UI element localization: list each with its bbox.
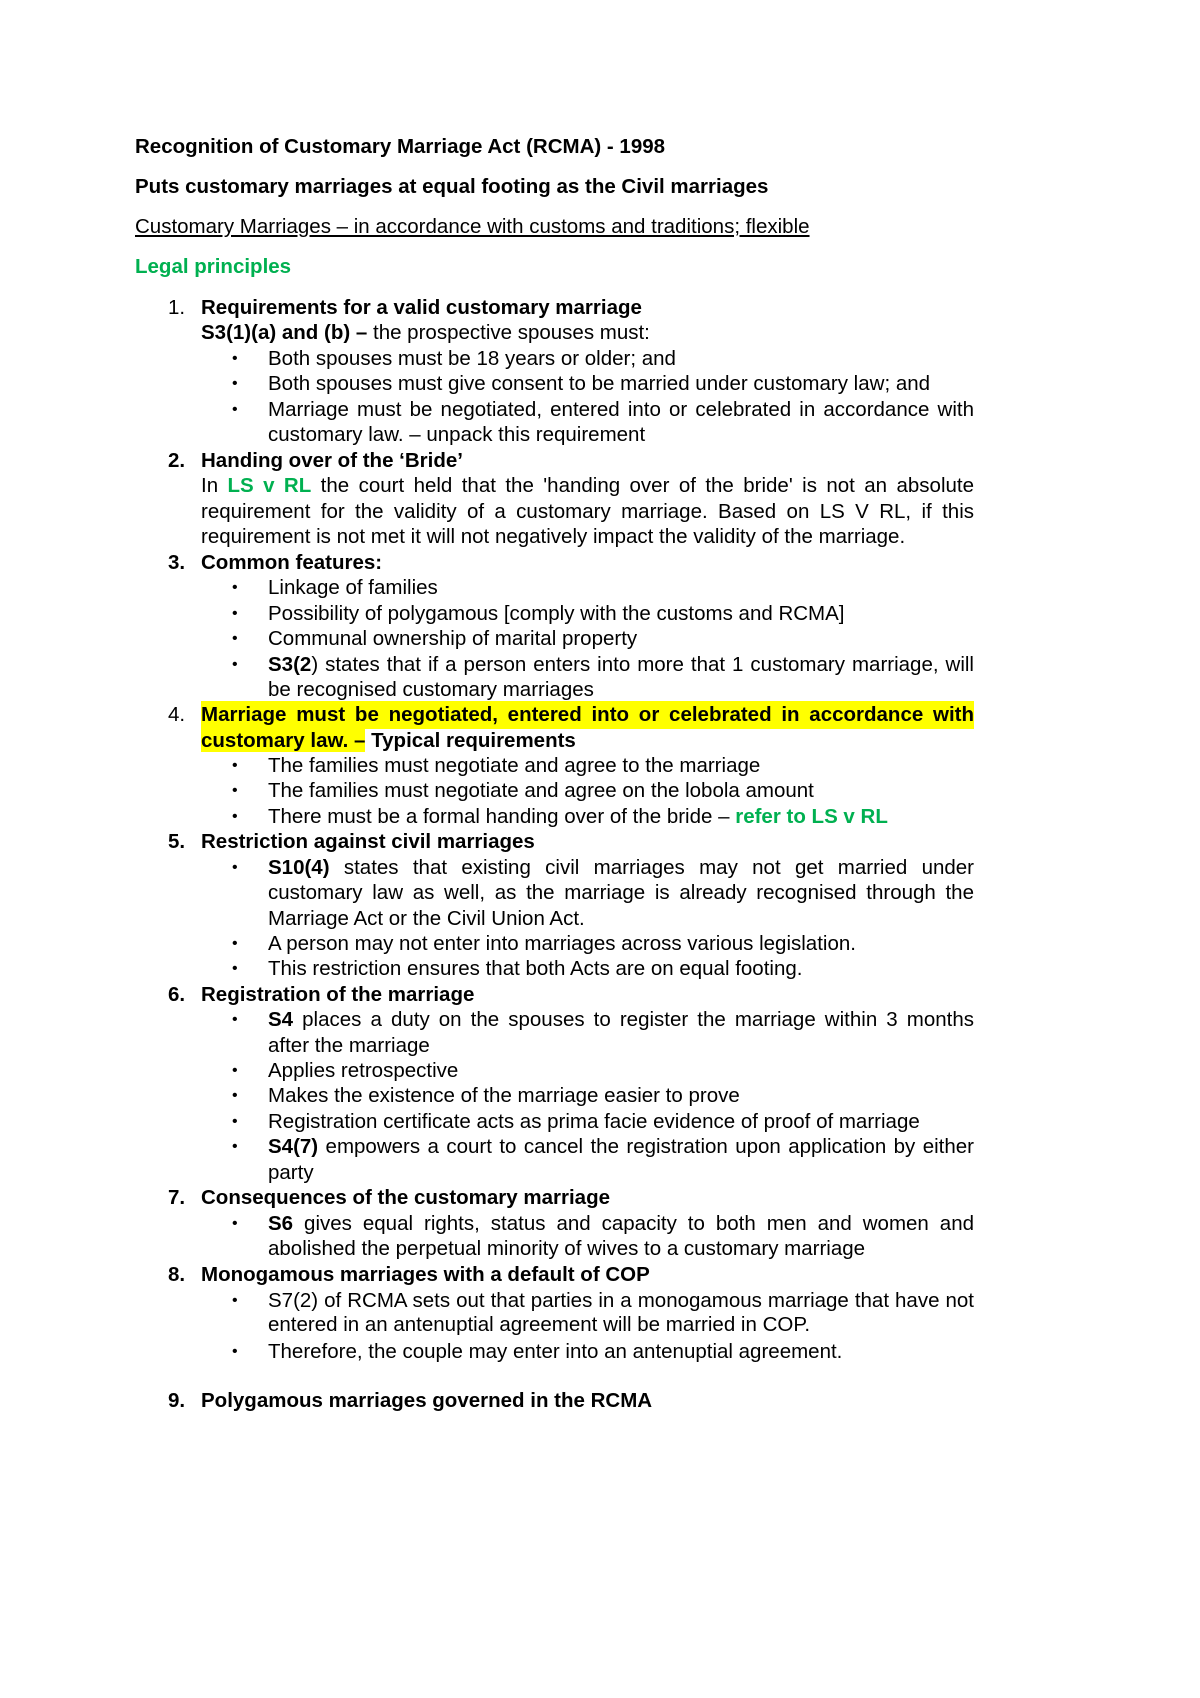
bullet-text [268, 651, 974, 679]
bullet-text: The families must negotiate and agree to the marriage [268, 754, 761, 777]
bullet-text: Possibility of polygamous [comply with the customs and RCMA] [268, 602, 845, 625]
bullet-text: Makes the existence of the marriage easier to prove [268, 1084, 740, 1107]
bullet-marker: • [232, 782, 238, 799]
bullet-text-rest: places a duty on the spouses to register the marriage within 3 months [293, 1008, 974, 1031]
item-heading: Requirements for a valid customary marriage [201, 296, 642, 319]
highlighted-heading-continued: customary law. – [201, 729, 366, 752]
bullet-text-main: There must be a formal handing over of the bride – [268, 805, 736, 828]
bullet-text: Marriage must be negotiated, entered into or celebrated in accordance with [268, 398, 974, 421]
bullet-marker: • [232, 1138, 238, 1155]
paragraph-line: requirement for the validity of a customary marriage. Based on LS V RL, if this [201, 500, 974, 523]
bullet-text: Both spouses must be 18 years or older; and [268, 347, 676, 370]
bullet-text-rest: ) states that if a person enters into more that 1 customary marriage, will [311, 653, 974, 676]
highlighted-heading-line: Marriage must be negotiated, entered into or celebrated in accordance with [201, 701, 974, 729]
bullet-text [268, 1006, 974, 1034]
bullet-marker: • [232, 757, 238, 774]
bullet-text [268, 854, 974, 882]
bullet-text: A person may not enter into marriages across various legislation. [268, 932, 856, 955]
statute-reference: S10(4) [268, 856, 330, 879]
case-reference: refer to LS v RL [735, 805, 888, 828]
item-number: 2. [168, 449, 186, 472]
bullet-text: Applies retrospective [268, 1059, 459, 1082]
bullet-marker: • [232, 605, 238, 622]
bullet-text-continued: customary law. – unpack this requirement [268, 423, 646, 446]
bullet-text [268, 1133, 974, 1161]
item-heading: Polygamous marriages governed in the RCMA [201, 1389, 653, 1412]
bullet-marker: • [232, 350, 238, 367]
bullet-text [268, 803, 888, 831]
item-heading: Registration of the marriage [201, 983, 475, 1006]
definition-line: Customary Marriages – in accordance with customs and traditions; flexible [135, 215, 810, 238]
bullet-text: This restriction ensures that both Acts are on equal footing. [268, 957, 803, 980]
bullet-marker: • [232, 1087, 238, 1104]
bullet-marker: • [232, 579, 238, 596]
document-subtitle: Puts customary marriages at equal footing as the Civil marriages [135, 175, 769, 198]
bullet-text-rest: empowers a court to cancel the registration upon application by either [318, 1135, 974, 1158]
bullet-text-continued: abolished the perpetual minority of wives to a customary marriage [268, 1237, 866, 1260]
bullet-marker: • [232, 1215, 238, 1232]
bullet-text: Registration certificate acts as prima facie evidence of proof of marriage [268, 1110, 920, 1133]
bullet-text-continued: entered in an antenuptial agreement will be married in COP. [268, 1313, 811, 1336]
bullet-marker: • [232, 1011, 238, 1028]
item-heading: Restriction against civil marriages [201, 830, 535, 853]
paragraph-text: the court held that the 'handing over of the bride' is not an absolute [311, 474, 974, 497]
item-heading: Monogamous marriages with a default of COP [201, 1263, 650, 1286]
statute-reference: S6 [268, 1212, 294, 1235]
bullet-text: The families must negotiate and agree on the lobola amount [268, 779, 814, 802]
item-number: 7. [168, 1186, 186, 1209]
bullet-text: Communal ownership of marital property [268, 627, 638, 650]
item-number: 4. [168, 703, 186, 726]
bullet-text-rest: gives equal rights, status and capacity to both men and women and [293, 1212, 974, 1235]
bullet-text [268, 1210, 974, 1238]
intro-text: the prospective spouses must: [367, 321, 650, 344]
item-heading: Common features: [201, 551, 383, 574]
bullet-text: Both spouses must give consent to be married under customary law; and [268, 372, 931, 395]
bullet-marker: • [232, 401, 238, 418]
section-heading: Legal principles [135, 255, 292, 278]
item-number: 8. [168, 1263, 186, 1286]
bullet-text-rest: states that existing civil marriages may not get married under [329, 856, 974, 879]
bullet-marker: • [232, 1343, 238, 1360]
item-number: 5. [168, 830, 186, 853]
bullet-text-continued: party [268, 1161, 314, 1184]
paragraph-prefix: In [201, 474, 228, 497]
item-number: 6. [168, 983, 186, 1006]
bullet-text-continued: after the marriage [268, 1034, 430, 1057]
case-reference: LS v RL [227, 474, 312, 497]
bullet-marker: • [232, 960, 238, 977]
bullet-marker: • [232, 859, 238, 876]
bullet-marker: • [232, 808, 238, 825]
statute-reference: S3(1)(a) and (b) – [201, 321, 368, 344]
bullet-marker: • [232, 1292, 238, 1309]
item-heading [201, 727, 576, 755]
item-heading: Consequences of the customary marriage [201, 1186, 610, 1209]
bullet-text-continued: Marriage Act or the Civil Union Act. [268, 907, 585, 930]
paragraph-line: requirement is not met it will not negatively impact the validity of the marriage. [201, 525, 906, 548]
bullet-marker: • [232, 630, 238, 647]
statute-reference: S4(7) [268, 1135, 319, 1158]
item-number: 1. [168, 296, 186, 319]
item-heading: Handing over of the ‘Bride’ [201, 449, 463, 472]
item-number: 3. [168, 551, 186, 574]
bullet-text: Linkage of families [268, 576, 438, 599]
bullet-text-continued: customary law as well, as the marriage is already recognised through the [268, 881, 974, 904]
bullet-text: S7(2) of RCMA sets out that parties in a monogamous marriage that have not [268, 1289, 974, 1312]
statute-reference: S3(2 [268, 653, 312, 676]
item-intro [201, 319, 650, 347]
item-number: 9. [168, 1389, 186, 1412]
bullet-marker: • [232, 1062, 238, 1079]
heading-suffix: Typical requirements [365, 729, 576, 752]
bullet-marker: • [232, 935, 238, 952]
bullet-text-continued: be recognised customary marriages [268, 678, 594, 701]
bullet-marker: • [232, 656, 238, 673]
document-title: Recognition of Customary Marriage Act (RCMA) - 1998 [135, 135, 666, 158]
bullet-marker: • [232, 1113, 238, 1130]
bullet-text: Therefore, the couple may enter into an antenuptial agreement. [268, 1340, 843, 1363]
statute-reference: S4 [268, 1008, 294, 1031]
bullet-marker: • [232, 375, 238, 392]
paragraph-line [201, 472, 974, 500]
